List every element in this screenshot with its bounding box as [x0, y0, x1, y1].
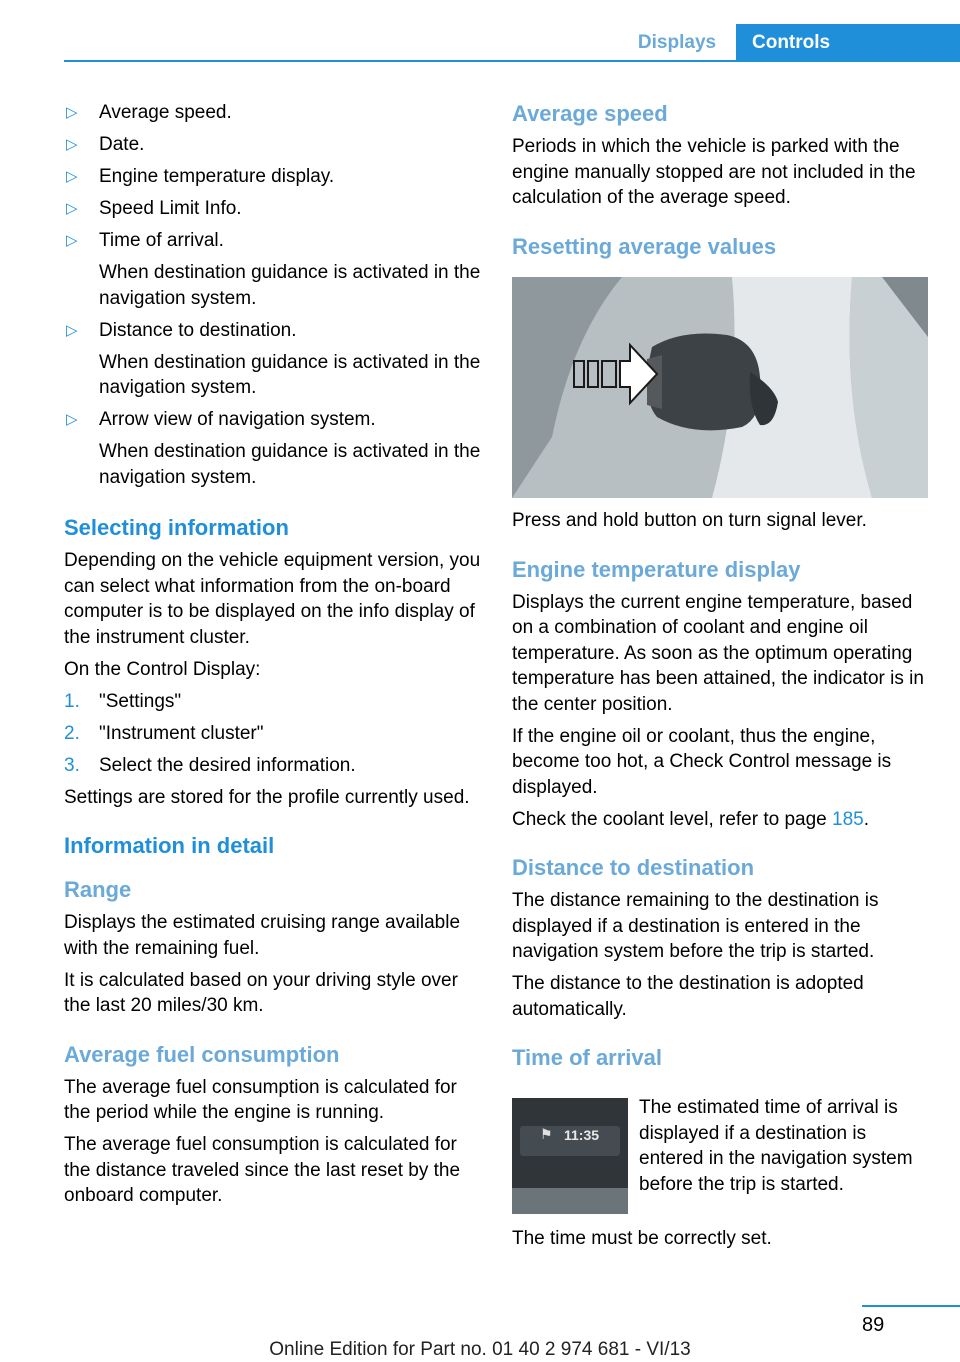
average-speed-text: Periods in which the vehicle is parked with the engine manually stopped are not included in the calculation of the average speed. [512, 136, 916, 208]
triangle-bullet-icon: ▷ [66, 321, 78, 339]
selecting-information-text: Depending on the vehicle equipment version, you can select what information from the on-board computer is to be displayed on the info display of the instrument cluster. [64, 550, 481, 648]
engine-temperature-text: If the engine oil or coolant, thus the engine, become too hot, a Check Control message is displayed. [512, 725, 892, 798]
reset-caption: Press and hold button on turn signal lever. [512, 510, 867, 531]
average-speed-heading: Average speed [512, 101, 668, 126]
list-item: ▷ Speed Limit Info. [64, 196, 482, 222]
tab-displays[interactable]: Displays [637, 32, 717, 53]
tab-controls[interactable]: Controls [736, 24, 960, 62]
selecting-information-heading: Selecting information [64, 515, 289, 540]
distance-heading: Distance to destination [512, 855, 755, 880]
fuel-consumption-text: The average fuel consumption is calculated for the distance traveled since the last reset by the onboard computer. [64, 1134, 461, 1206]
coolant-text: Check the coolant level, refer to page 185. [512, 808, 870, 830]
clock-time: 11:35 [564, 1127, 600, 1143]
list-item: ▷ Engine temperature display. [64, 164, 482, 190]
time-set-block [512, 1226, 930, 1258]
right-column-lower [512, 508, 930, 1078]
range-text: It is calculated based on your driving style over the last 20 miles/30 km. [64, 969, 458, 1016]
step-item: 1. "Settings" [64, 690, 182, 712]
left-column [64, 100, 482, 1215]
settings-stored-text: Settings are stored for the profile currently used. [64, 786, 470, 808]
list-item: ▷ Date. [64, 132, 482, 158]
information-in-detail-heading: Information in detail [64, 833, 275, 858]
flag-icon: ⚑ [540, 1126, 553, 1142]
arrival-text-block [639, 1095, 929, 1204]
fuel-consumption-heading: Average fuel consumption [64, 1041, 340, 1067]
page-link[interactable]: 185 [832, 808, 864, 830]
edition-footer: Online Edition for Part no. 01 40 2 974 681 - VI/13 [269, 1339, 691, 1360]
resetting-heading: Resetting average values [512, 233, 777, 259]
list-item: ▷ Arrow view of navigation system. [64, 407, 482, 433]
range-text: Displays the estimated cruising range available with the remaining fuel. [64, 912, 461, 959]
list-item: ▷ Time of arrival. [64, 228, 482, 254]
right-column [512, 100, 930, 267]
range-heading: Range [64, 877, 132, 902]
turn-signal-lever-drawing [512, 277, 928, 498]
list-item: ▷ Average speed. [64, 100, 482, 126]
turn-signal-lever-illustration [512, 277, 928, 498]
list-item-note: When destination guidance is activated in the navigation system. [99, 351, 481, 398]
triangle-bullet-icon: ▷ [66, 200, 78, 217]
triangle-bullet-icon: ▷ [66, 411, 78, 428]
list-item: ▷ Distance to destination. [64, 318, 482, 344]
time-set-text: The time must be correctly set. [512, 1228, 772, 1249]
page-number: 89 [862, 1314, 885, 1336]
step-item: 2. "Instrument cluster" [64, 722, 264, 744]
triangle-bullet-icon: ▷ [66, 168, 78, 185]
distance-text: The distance remaining to the destination is displayed if a destination is entered in the navigation system before the trip is started. [512, 890, 879, 962]
list-item-note: When destination guidance is activated in the navigation system. [99, 441, 481, 488]
time-of-arrival-heading: Time of arrival [512, 1045, 662, 1070]
triangle-bullet-icon: ▷ [66, 104, 78, 121]
fuel-consumption-text: The average fuel consumption is calculated for the period while the engine is running. [64, 1076, 457, 1123]
triangle-bullet-icon: ▷ [66, 136, 78, 153]
engine-temperature-text: Displays the current engine temperature, based on a combination of coolant and engine oil temperature. As soon as the optimum operating temperature has been attained, the indicator is in the center position. [512, 591, 924, 715]
list-item-note: When destination guidance is activated in the navigation system. [99, 262, 481, 309]
engine-temperature-heading: Engine temperature display [512, 556, 801, 582]
arrival-text: The estimated time of arrival is displayed if a destination is entered in the navigation system before the trip is started. [639, 1097, 913, 1195]
distance-text: The distance to the destination is adopted automatically. [512, 973, 864, 1020]
control-display-text: On the Control Display: [64, 658, 261, 680]
arrival-time-display [512, 1098, 628, 1214]
triangle-bullet-icon: ▷ [66, 232, 78, 249]
step-item: 3. Select the desired information. [64, 754, 356, 776]
footer-rule [862, 1305, 960, 1307]
